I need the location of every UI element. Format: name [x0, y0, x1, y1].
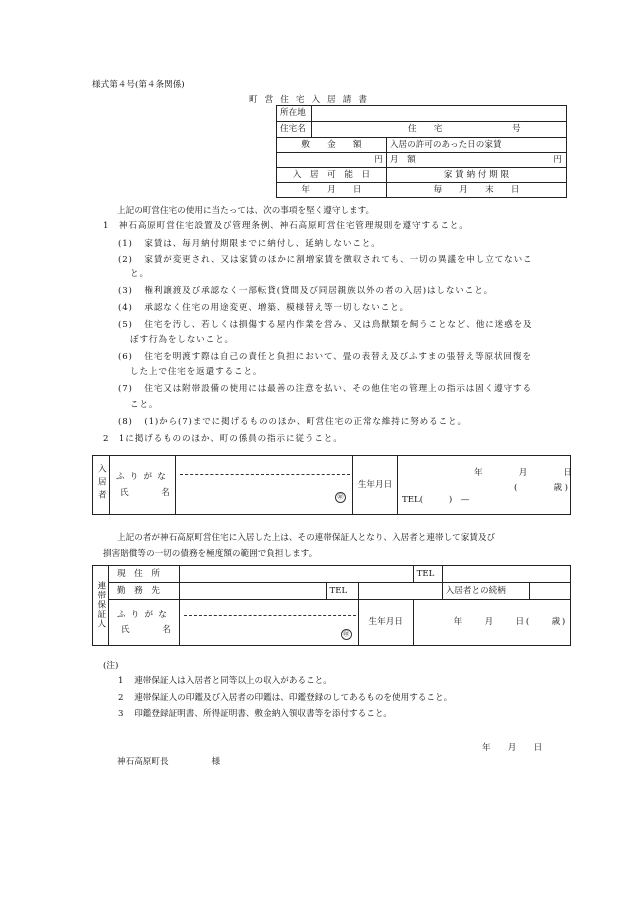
rent-label: 入居の許可のあった日の家賃: [386, 138, 566, 153]
condition-number: (7): [118, 384, 133, 394]
addressee: 神石高原町長 様: [117, 757, 221, 767]
condition-item: [103, 219, 469, 231]
condition-continuation: した上で住宅を返還すること。: [130, 367, 263, 377]
resident-label-cell: [93, 456, 110, 515]
condition-item: [118, 382, 532, 394]
guarantor-tel-field[interactable]: [442, 566, 570, 583]
condition-text: 住宅を明渡す際は自己の責任と負担において、畳の表替え及びふすまの張替え等原状回復を: [144, 352, 532, 362]
note-text: 連帯保証人の印鑑及び入居者の印鑑は、印鑑登録のしてあるものを使用すること。: [134, 693, 453, 703]
condition-number: (6): [118, 352, 133, 362]
relation-label: 入居者との続柄: [442, 583, 529, 600]
condition-text: 住宅を汚し、若しくは損傷する屋内作業を営み、又は鳥獣類を飼うことなど、他に迷惑を及: [144, 320, 533, 330]
guarantor-name-labels: [108, 600, 179, 646]
guarantor-birth-date: 年 月 日( 歳): [453, 617, 567, 628]
note-item: [118, 691, 452, 703]
condition-item: [103, 432, 343, 444]
resident-name-field[interactable]: [176, 456, 353, 515]
guarantor-address-label: [108, 566, 179, 583]
resident-tel: TEL( ) —: [402, 495, 470, 505]
due-value: 毎 月 末 日: [386, 183, 566, 198]
note-text: 印鑑登録証明書、所得証明書、敷金納入領収書等を添付すること。: [134, 709, 393, 719]
condition-continuation: こと。: [130, 400, 159, 410]
resident-table: [92, 455, 575, 515]
move-in-date-field[interactable]: [277, 183, 387, 198]
guarantor-work-tel-field[interactable]: [358, 583, 442, 600]
note-text: 連帯保証人は入居者と同等以上の収入があること。: [134, 676, 332, 686]
work-label-text: 勤 務 先: [116, 585, 160, 596]
note-number: 2: [118, 693, 124, 703]
house-name-field[interactable]: [312, 122, 567, 138]
condition-item: [118, 350, 532, 362]
guarantor-work-tel-label: TEL: [326, 583, 358, 600]
condition-number: (5): [118, 320, 133, 330]
form-number: 様式第４号(第４条関係): [92, 80, 185, 90]
deposit-label: 敷 金 額: [277, 138, 387, 153]
move-in-date: 年 月 日: [301, 184, 362, 195]
document-title: 町 営 住 宅 入 居 請 書: [249, 95, 370, 105]
deposit-field[interactable]: [277, 153, 387, 168]
condition-text: 権利譲渡及び承認なく一部転貸(貸間及び同居親族以外の者の入居)はしないこと。: [144, 286, 494, 296]
resident-name-labels: [110, 456, 176, 515]
house-name-label: 住宅名: [277, 122, 312, 138]
number-label: 号: [512, 124, 521, 134]
intro-text: 上記の町営住宅の使用に当たっては、次の事項を堅く遵守します。: [117, 206, 375, 216]
condition-item: [118, 301, 409, 313]
rent-yen: 円: [553, 155, 562, 165]
seal-mark: ㊞: [335, 492, 346, 503]
resident-age: ( 歳): [514, 483, 571, 493]
condition-text: 神石高原町営住宅設置及び管理条例、神石高原町営住宅管理規則を遵守すること。: [118, 221, 469, 231]
address-field[interactable]: [312, 106, 567, 122]
address-label-text: 現 住 所: [116, 568, 160, 579]
note-item: [118, 674, 332, 686]
condition-number: (1): [118, 239, 133, 249]
condition-continuation: ぼす行為をしないこと。: [130, 335, 234, 345]
resident-birth-field[interactable]: [398, 456, 575, 515]
deposit-yen: 円: [374, 154, 383, 165]
condition-text: (1)から(7)までに掲げるもののほか、町営住宅の正常な維持に努めること。: [144, 417, 467, 427]
condition-text: 家賃は、毎月納付期限までに納付し、延納しないこと。: [144, 239, 381, 249]
condition-text: 承認なく住宅の用途変更、増築、模様替え等一切しないこと。: [144, 303, 410, 313]
condition-item: [118, 318, 532, 330]
condition-number: (3): [118, 286, 133, 296]
house-label: 住 宅: [408, 124, 443, 134]
due-label: 家 賃 納 付 期 限: [386, 168, 566, 183]
condition-item: [118, 237, 381, 249]
note-number: 1: [118, 676, 124, 686]
guarantor-work-label: [108, 583, 179, 600]
furigana-label: ふりがな: [116, 471, 172, 482]
condition-text: 1に掲げるもののほか、町の係員の指示に従うこと。: [118, 434, 343, 444]
guarantor-name-field[interactable]: [179, 600, 358, 646]
condition-text: 住宅又は附帯設備の使用には最善の注意を払い、その他住宅の管理上の指示は固く遵守する: [144, 384, 532, 394]
sign-date: 年 月 日: [482, 743, 543, 753]
guarantor-seal-mark: ㊞: [341, 629, 352, 640]
condition-number: 2: [103, 434, 110, 444]
guarantor-birth-label: 生年月日: [358, 600, 413, 646]
guarantor-furigana-line: [184, 615, 356, 616]
guarantor-birth-field[interactable]: [413, 600, 570, 646]
condition-continuation: と。: [130, 269, 149, 279]
resident-birth-label: 生年月日: [353, 456, 398, 515]
condition-item: [118, 253, 532, 265]
note-item: [118, 707, 392, 719]
note-number: 3: [118, 709, 124, 719]
condition-item: [118, 415, 467, 427]
condition-number: (2): [118, 255, 133, 265]
header-table: [276, 105, 567, 198]
relation-field[interactable]: [529, 583, 570, 600]
guarantor-intro-line-1: 上記の者が神石高原町営住宅に入居した上は、その連帯保証人となり、入居者と連帯して家賃及び: [117, 533, 496, 543]
move-in-label: 入 居 可 能 日: [277, 168, 387, 183]
condition-text: 家賃が変更され、又は家賃のほかに割増家賃を徴収されても、一切の異議を申し立てないこ: [144, 255, 533, 265]
resident-birth-date: 年 月 日: [474, 468, 575, 478]
guarantor-furigana-label: ふりがな: [116, 609, 172, 620]
resident-label: 入居者: [96, 464, 107, 504]
guarantor-name-label: 氏 名: [120, 624, 176, 635]
notes-title: (注): [103, 661, 119, 671]
name-label: 氏 名: [120, 487, 176, 498]
address-label: 所在地: [277, 106, 312, 122]
rent-field[interactable]: [386, 153, 566, 168]
guarantor-table: [92, 565, 571, 646]
condition-number: (4): [118, 303, 133, 313]
condition-item: [118, 284, 493, 296]
condition-number: (8): [118, 417, 133, 427]
monthly-label: 月 額: [389, 154, 416, 165]
guarantor-address-field[interactable]: [179, 566, 413, 583]
guarantor-tel-label: TEL: [413, 566, 442, 583]
guarantor-intro-line-2: 損害賠償等の一切の債務を極度額の範囲で負担します。: [103, 549, 318, 559]
condition-number: 1: [103, 221, 110, 231]
guarantor-label: 連帯保証人: [95, 580, 106, 628]
guarantor-label-cell: [93, 566, 109, 646]
guarantor-work-field[interactable]: [179, 583, 326, 600]
furigana-line: [180, 474, 350, 475]
